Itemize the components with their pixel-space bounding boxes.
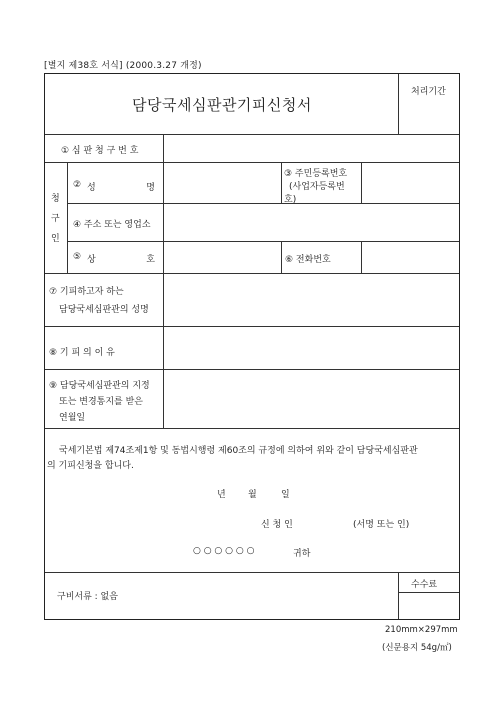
divider	[361, 241, 362, 273]
petition-form	[44, 73, 460, 620]
claimant-label-3: 인	[51, 234, 60, 244]
attachments-label: 구비서류 : 없음	[57, 592, 118, 602]
date-year: 년	[217, 490, 226, 500]
divider	[45, 273, 459, 274]
addressee-suffix: 귀하	[293, 549, 311, 559]
claimant-label-2: 구	[51, 214, 60, 224]
form-number-header: [별지 제38호 서식] (2000.3.27 개정)	[44, 61, 202, 71]
trade-name-char-2: 호	[146, 255, 155, 265]
divider	[45, 428, 459, 429]
processing-period-label: 처리기간	[411, 87, 446, 97]
divider	[398, 74, 399, 134]
divider	[67, 241, 459, 242]
divider	[67, 203, 459, 204]
divider	[45, 326, 459, 327]
fee-label: 수수료	[411, 580, 438, 590]
name-number: ②	[73, 180, 82, 190]
addressee-placeholder: ○ ○ ○ ○ ○ ○	[193, 546, 255, 556]
address-label: ④ 주소 또는 영업소	[73, 220, 151, 230]
name-char-1: 성	[87, 183, 96, 193]
trade-name-char-1: 상	[87, 255, 96, 265]
name-char-2: 명	[146, 183, 155, 193]
recusal-reason-label: ⑧ 기 피 의 이 유	[49, 348, 115, 358]
phone-label: ⑥ 전화번호	[285, 255, 331, 265]
recused-judge-label-1: ⑦ 기피하고자 하는	[49, 287, 124, 297]
date-day: 일	[281, 490, 290, 500]
business-number-label: (사업자등록번	[289, 182, 345, 192]
divider	[398, 572, 399, 619]
paper-type: (신문용지 54g/㎡)	[382, 643, 452, 653]
form-title: 담당국세심판관기피신청서	[132, 96, 312, 114]
divider	[45, 162, 459, 163]
divider	[281, 241, 282, 273]
divider	[281, 162, 282, 203]
statement-line-2: 의 기피신청을 합니다.	[47, 461, 134, 471]
divider	[45, 369, 459, 370]
notice-date-label-2: 또는 변경통지를 받은	[59, 397, 143, 407]
recused-judge-label-2: 담당국세심판관의 성명	[59, 305, 149, 315]
statement-line-1: 국세기본법 제74조제1항 및 동법시행령 제60조의 규정에 의하여 위와 같이 담당국세심판관	[59, 446, 418, 456]
divider	[67, 162, 68, 273]
resident-number-label: ③ 주민등록번호	[284, 169, 348, 179]
date-month: 월	[248, 490, 257, 500]
notice-date-label-1: ⑨ 담당국세심판관의 지정	[49, 381, 150, 391]
name-label	[87, 180, 155, 193]
signature-note: (서명 또는 인)	[353, 520, 410, 530]
divider	[361, 162, 362, 203]
applicant-label: 신 청 인	[261, 520, 293, 530]
divider	[398, 592, 459, 593]
notice-date-label-3: 연월일	[59, 413, 86, 423]
trade-name-number: ⑤	[73, 252, 82, 262]
divider	[45, 134, 459, 135]
divider	[45, 572, 459, 573]
trade-name-label	[87, 252, 155, 265]
paper-size: 210mm×297mm	[385, 625, 458, 635]
case-number-label: ① 심 판 청 구 번 호	[61, 146, 139, 156]
claimant-label-1: 청	[51, 194, 60, 204]
divider	[163, 134, 164, 428]
business-number-label-end: 호)	[284, 195, 297, 205]
